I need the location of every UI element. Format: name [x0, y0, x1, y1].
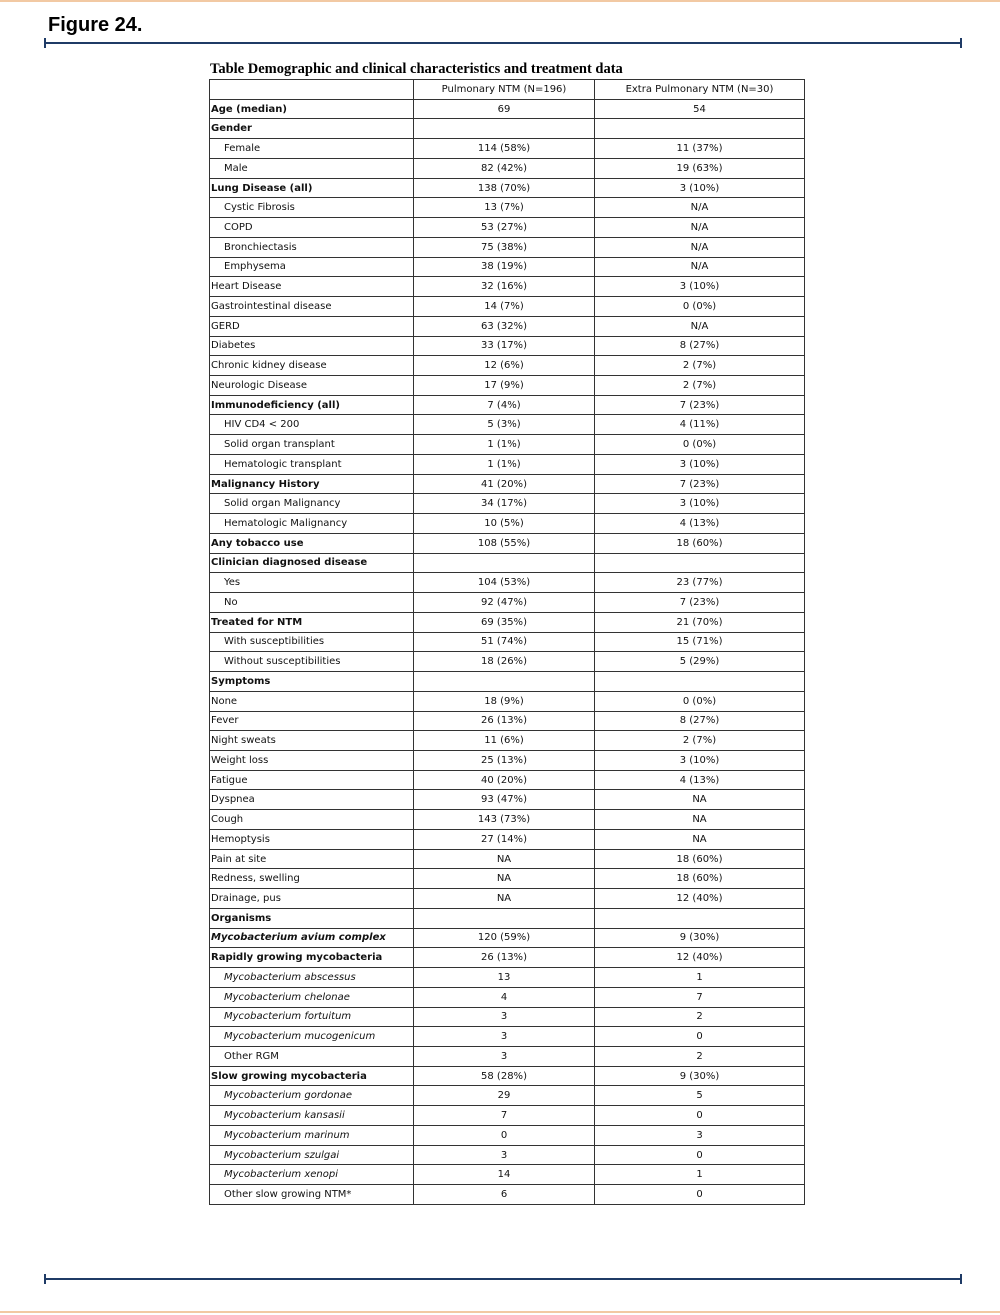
- pulmonary-value: 26 (13%): [414, 948, 595, 968]
- row-label: Redness, swelling: [210, 869, 414, 889]
- extra-pulmonary-value: 9 (30%): [595, 928, 805, 948]
- table-row: [210, 415, 805, 435]
- extra-pulmonary-value: 3 (10%): [595, 494, 805, 514]
- row-label: Organisms: [210, 908, 414, 928]
- extra-pulmonary-value: 18 (60%): [595, 533, 805, 553]
- table-row: [210, 336, 805, 356]
- extra-pulmonary-value: 0 (0%): [595, 297, 805, 317]
- pulmonary-value: 26 (13%): [414, 711, 595, 731]
- extra-pulmonary-value: 54: [595, 99, 805, 119]
- extra-pulmonary-value: 5 (29%): [595, 652, 805, 672]
- table-row: [210, 829, 805, 849]
- row-label: Pain at site: [210, 849, 414, 869]
- table-row: [210, 297, 805, 317]
- extra-pulmonary-value: 3 (10%): [595, 178, 805, 198]
- table-row: [210, 869, 805, 889]
- extra-pulmonary-value: NA: [595, 829, 805, 849]
- extra-pulmonary-value: 9 (30%): [595, 1066, 805, 1086]
- pulmonary-value: 10 (5%): [414, 514, 595, 534]
- pulmonary-value: 18 (26%): [414, 652, 595, 672]
- table-row: [210, 1185, 805, 1205]
- row-label: Rapidly growing mycobacteria: [210, 948, 414, 968]
- row-label: COPD: [210, 218, 414, 238]
- pulmonary-value: 114 (58%): [414, 139, 595, 159]
- pulmonary-value: 40 (20%): [414, 770, 595, 790]
- table-row: [210, 889, 805, 909]
- table-row: [210, 652, 805, 672]
- pulmonary-value: 104 (53%): [414, 573, 595, 593]
- extra-pulmonary-value: 3 (10%): [595, 277, 805, 297]
- pulmonary-value: [414, 908, 595, 928]
- table-row: [210, 99, 805, 119]
- pulmonary-value: 33 (17%): [414, 336, 595, 356]
- extra-pulmonary-value: 0 (0%): [595, 435, 805, 455]
- pulmonary-value: 75 (38%): [414, 237, 595, 257]
- table-row: [210, 1046, 805, 1066]
- table-row: [210, 593, 805, 613]
- pulmonary-value: 120 (59%): [414, 928, 595, 948]
- pulmonary-value: 14: [414, 1165, 595, 1185]
- extra-pulmonary-value: 7 (23%): [595, 395, 805, 415]
- pulmonary-value: 13 (7%): [414, 198, 595, 218]
- extra-pulmonary-value: 15 (71%): [595, 632, 805, 652]
- extra-pulmonary-value: 21 (70%): [595, 612, 805, 632]
- pulmonary-value: 41 (20%): [414, 474, 595, 494]
- row-label: Clinician diagnosed disease: [210, 553, 414, 573]
- extra-pulmonary-value: 0 (0%): [595, 691, 805, 711]
- row-label: Any tobacco use: [210, 533, 414, 553]
- table-row: [210, 849, 805, 869]
- extra-pulmonary-value: 12 (40%): [595, 889, 805, 909]
- table-row: [210, 435, 805, 455]
- extra-pulmonary-value: 7 (23%): [595, 474, 805, 494]
- extra-pulmonary-value: NA: [595, 790, 805, 810]
- pulmonary-value: 14 (7%): [414, 297, 595, 317]
- row-label: Cystic Fibrosis: [210, 198, 414, 218]
- figure-title: Figure 24.: [48, 14, 143, 36]
- pulmonary-value: NA: [414, 869, 595, 889]
- table-row: [210, 1027, 805, 1047]
- row-label: Mycobacterium abscessus: [210, 968, 414, 988]
- pulmonary-value: 51 (74%): [414, 632, 595, 652]
- pulmonary-value: 6: [414, 1185, 595, 1205]
- pulmonary-value: 13: [414, 968, 595, 988]
- table-row: [210, 198, 805, 218]
- table-row: [210, 376, 805, 396]
- extra-pulmonary-value: 0: [595, 1185, 805, 1205]
- table-row: [210, 237, 805, 257]
- extra-pulmonary-value: 4 (13%): [595, 514, 805, 534]
- row-label: Immunodeficiency (all): [210, 395, 414, 415]
- pulmonary-value: 93 (47%): [414, 790, 595, 810]
- extra-pulmonary-value: 0: [595, 1027, 805, 1047]
- table-row: [210, 454, 805, 474]
- pulmonary-value: 7 (4%): [414, 395, 595, 415]
- extra-pulmonary-value: 4 (11%): [595, 415, 805, 435]
- extra-pulmonary-value: [595, 908, 805, 928]
- table-row: [210, 1086, 805, 1106]
- frame-bottom-line: [0, 1311, 1000, 1313]
- extra-pulmonary-value: 2: [595, 1046, 805, 1066]
- row-label: Mycobacterium szulgai: [210, 1145, 414, 1165]
- row-label: Dyspnea: [210, 790, 414, 810]
- top-divider: [44, 42, 962, 44]
- pulmonary-value: 3: [414, 1027, 595, 1047]
- pulmonary-value: [414, 553, 595, 573]
- extra-pulmonary-value: [595, 119, 805, 139]
- table-row: [210, 987, 805, 1007]
- extra-pulmonary-value: N/A: [595, 237, 805, 257]
- row-label: Other RGM: [210, 1046, 414, 1066]
- extra-pulmonary-value: 8 (27%): [595, 336, 805, 356]
- extra-pulmonary-value: 8 (27%): [595, 711, 805, 731]
- pulmonary-value: 82 (42%): [414, 158, 595, 178]
- table-row: [210, 178, 805, 198]
- extra-pulmonary-value: N/A: [595, 198, 805, 218]
- table-row: [210, 908, 805, 928]
- extra-pulmonary-value: 2 (7%): [595, 376, 805, 396]
- header-label-column: [210, 80, 414, 100]
- row-label: HIV CD4 < 200: [210, 415, 414, 435]
- table-row: [210, 158, 805, 178]
- row-label: Chronic kidney disease: [210, 356, 414, 376]
- table-row: [210, 553, 805, 573]
- extra-pulmonary-value: 18 (60%): [595, 849, 805, 869]
- table-row: [210, 770, 805, 790]
- pulmonary-value: 29: [414, 1086, 595, 1106]
- table-row: [210, 514, 805, 534]
- row-label: Solid organ transplant: [210, 435, 414, 455]
- table-row: [210, 1106, 805, 1126]
- extra-pulmonary-value: 12 (40%): [595, 948, 805, 968]
- row-label: Night sweats: [210, 731, 414, 751]
- table-row: [210, 1066, 805, 1086]
- pulmonary-value: 34 (17%): [414, 494, 595, 514]
- row-label: Mycobacterium xenopi: [210, 1165, 414, 1185]
- pulmonary-value: 3: [414, 1046, 595, 1066]
- pulmonary-value: NA: [414, 849, 595, 869]
- row-label: Weight loss: [210, 750, 414, 770]
- table-row: [210, 474, 805, 494]
- row-label: Gender: [210, 119, 414, 139]
- pulmonary-value: 38 (19%): [414, 257, 595, 277]
- pulmonary-value: 0: [414, 1125, 595, 1145]
- table-row: [210, 948, 805, 968]
- table-row: [210, 1145, 805, 1165]
- table-row: [210, 494, 805, 514]
- extra-pulmonary-value: 0: [595, 1106, 805, 1126]
- row-label: Emphysema: [210, 257, 414, 277]
- pulmonary-value: 5 (3%): [414, 415, 595, 435]
- row-label: Diabetes: [210, 336, 414, 356]
- table-row: [210, 672, 805, 692]
- extra-pulmonary-value: 5: [595, 1086, 805, 1106]
- row-label: Mycobacterium avium complex: [210, 928, 414, 948]
- extra-pulmonary-value: 2 (7%): [595, 731, 805, 751]
- extra-pulmonary-value: 7: [595, 987, 805, 1007]
- table-row: [210, 632, 805, 652]
- extra-pulmonary-value: N/A: [595, 316, 805, 336]
- row-label: Symptoms: [210, 672, 414, 692]
- pulmonary-value: 92 (47%): [414, 593, 595, 613]
- frame-top-line: [0, 0, 1000, 2]
- row-label: Lung Disease (all): [210, 178, 414, 198]
- table-row: [210, 1165, 805, 1185]
- extra-pulmonary-value: [595, 553, 805, 573]
- extra-pulmonary-value: 3 (10%): [595, 750, 805, 770]
- row-label: Age (median): [210, 99, 414, 119]
- pulmonary-value: 3: [414, 1007, 595, 1027]
- bottom-divider: [44, 1278, 962, 1280]
- pulmonary-value: NA: [414, 889, 595, 909]
- extra-pulmonary-value: 2: [595, 1007, 805, 1027]
- extra-pulmonary-value: [595, 672, 805, 692]
- row-label: None: [210, 691, 414, 711]
- table-row: [210, 573, 805, 593]
- pulmonary-value: [414, 672, 595, 692]
- row-label: Cough: [210, 810, 414, 830]
- row-label: With susceptibilities: [210, 632, 414, 652]
- table-row: [210, 968, 805, 988]
- pulmonary-value: 69 (35%): [414, 612, 595, 632]
- pulmonary-value: 58 (28%): [414, 1066, 595, 1086]
- table-row: [210, 711, 805, 731]
- row-label: Mycobacterium mucogenicum: [210, 1027, 414, 1047]
- pulmonary-value: 108 (55%): [414, 533, 595, 553]
- row-label: Solid organ Malignancy: [210, 494, 414, 514]
- row-label: Drainage, pus: [210, 889, 414, 909]
- table-row: [210, 257, 805, 277]
- row-label: Fever: [210, 711, 414, 731]
- table-row: [210, 395, 805, 415]
- row-label: Slow growing mycobacteria: [210, 1066, 414, 1086]
- row-label: Bronchiectasis: [210, 237, 414, 257]
- row-label: Gastrointestinal disease: [210, 297, 414, 317]
- pulmonary-value: 32 (16%): [414, 277, 595, 297]
- row-label: Heart Disease: [210, 277, 414, 297]
- row-label: Neurologic Disease: [210, 376, 414, 396]
- row-label: Other slow growing NTM*: [210, 1185, 414, 1205]
- characteristics-table: [209, 79, 805, 1205]
- pulmonary-value: 11 (6%): [414, 731, 595, 751]
- table-row: [210, 612, 805, 632]
- table-row: [210, 1125, 805, 1145]
- table-row: [210, 356, 805, 376]
- pulmonary-value: 27 (14%): [414, 829, 595, 849]
- extra-pulmonary-value: 4 (13%): [595, 770, 805, 790]
- extra-pulmonary-value: 3 (10%): [595, 454, 805, 474]
- table-row: [210, 750, 805, 770]
- table-row: [210, 316, 805, 336]
- row-label: No: [210, 593, 414, 613]
- row-label: Treated for NTM: [210, 612, 414, 632]
- pulmonary-value: 25 (13%): [414, 750, 595, 770]
- row-label: Female: [210, 139, 414, 159]
- extra-pulmonary-value: 1: [595, 968, 805, 988]
- row-label: Hematologic transplant: [210, 454, 414, 474]
- row-label: Fatigue: [210, 770, 414, 790]
- table-row: [210, 277, 805, 297]
- table-header-row: [210, 80, 805, 100]
- row-label: Hemoptysis: [210, 829, 414, 849]
- table-row: [210, 533, 805, 553]
- row-label: GERD: [210, 316, 414, 336]
- table-caption: Table Demographic and clinical characteristics and treatment data: [210, 61, 623, 77]
- row-label: Mycobacterium kansasii: [210, 1106, 414, 1126]
- header-extra-pulmonary-column: Extra Pulmonary NTM (N=30): [595, 80, 805, 100]
- extra-pulmonary-value: 0: [595, 1145, 805, 1165]
- pulmonary-value: 53 (27%): [414, 218, 595, 238]
- table-row: [210, 1007, 805, 1027]
- row-label: Mycobacterium gordonae: [210, 1086, 414, 1106]
- pulmonary-value: 4: [414, 987, 595, 1007]
- extra-pulmonary-value: 7 (23%): [595, 593, 805, 613]
- extra-pulmonary-value: N/A: [595, 257, 805, 277]
- row-label: Yes: [210, 573, 414, 593]
- pulmonary-value: 69: [414, 99, 595, 119]
- extra-pulmonary-value: N/A: [595, 218, 805, 238]
- row-label: Mycobacterium fortuitum: [210, 1007, 414, 1027]
- pulmonary-value: 143 (73%): [414, 810, 595, 830]
- row-label: Male: [210, 158, 414, 178]
- pulmonary-value: [414, 119, 595, 139]
- pulmonary-value: 1 (1%): [414, 454, 595, 474]
- extra-pulmonary-value: 23 (77%): [595, 573, 805, 593]
- extra-pulmonary-value: 3: [595, 1125, 805, 1145]
- extra-pulmonary-value: NA: [595, 810, 805, 830]
- pulmonary-value: 7: [414, 1106, 595, 1126]
- table-row: [210, 119, 805, 139]
- extra-pulmonary-value: 2 (7%): [595, 356, 805, 376]
- extra-pulmonary-value: 1: [595, 1165, 805, 1185]
- table-row: [210, 731, 805, 751]
- table-row: [210, 928, 805, 948]
- row-label: Mycobacterium chelonae: [210, 987, 414, 1007]
- table-row: [210, 810, 805, 830]
- extra-pulmonary-value: 18 (60%): [595, 869, 805, 889]
- table-row: [210, 790, 805, 810]
- row-label: Without susceptibilities: [210, 652, 414, 672]
- pulmonary-value: 17 (9%): [414, 376, 595, 396]
- row-label: Mycobacterium marinum: [210, 1125, 414, 1145]
- table-row: [210, 691, 805, 711]
- table-row: [210, 139, 805, 159]
- row-label: Malignancy History: [210, 474, 414, 494]
- pulmonary-value: 1 (1%): [414, 435, 595, 455]
- table-row: [210, 218, 805, 238]
- pulmonary-value: 12 (6%): [414, 356, 595, 376]
- pulmonary-value: 63 (32%): [414, 316, 595, 336]
- pulmonary-value: 18 (9%): [414, 691, 595, 711]
- pulmonary-value: 138 (70%): [414, 178, 595, 198]
- row-label: Hematologic Malignancy: [210, 514, 414, 534]
- header-pulmonary-column: Pulmonary NTM (N=196): [414, 80, 595, 100]
- extra-pulmonary-value: 11 (37%): [595, 139, 805, 159]
- table-body: [210, 99, 805, 1204]
- pulmonary-value: 3: [414, 1145, 595, 1165]
- extra-pulmonary-value: 19 (63%): [595, 158, 805, 178]
